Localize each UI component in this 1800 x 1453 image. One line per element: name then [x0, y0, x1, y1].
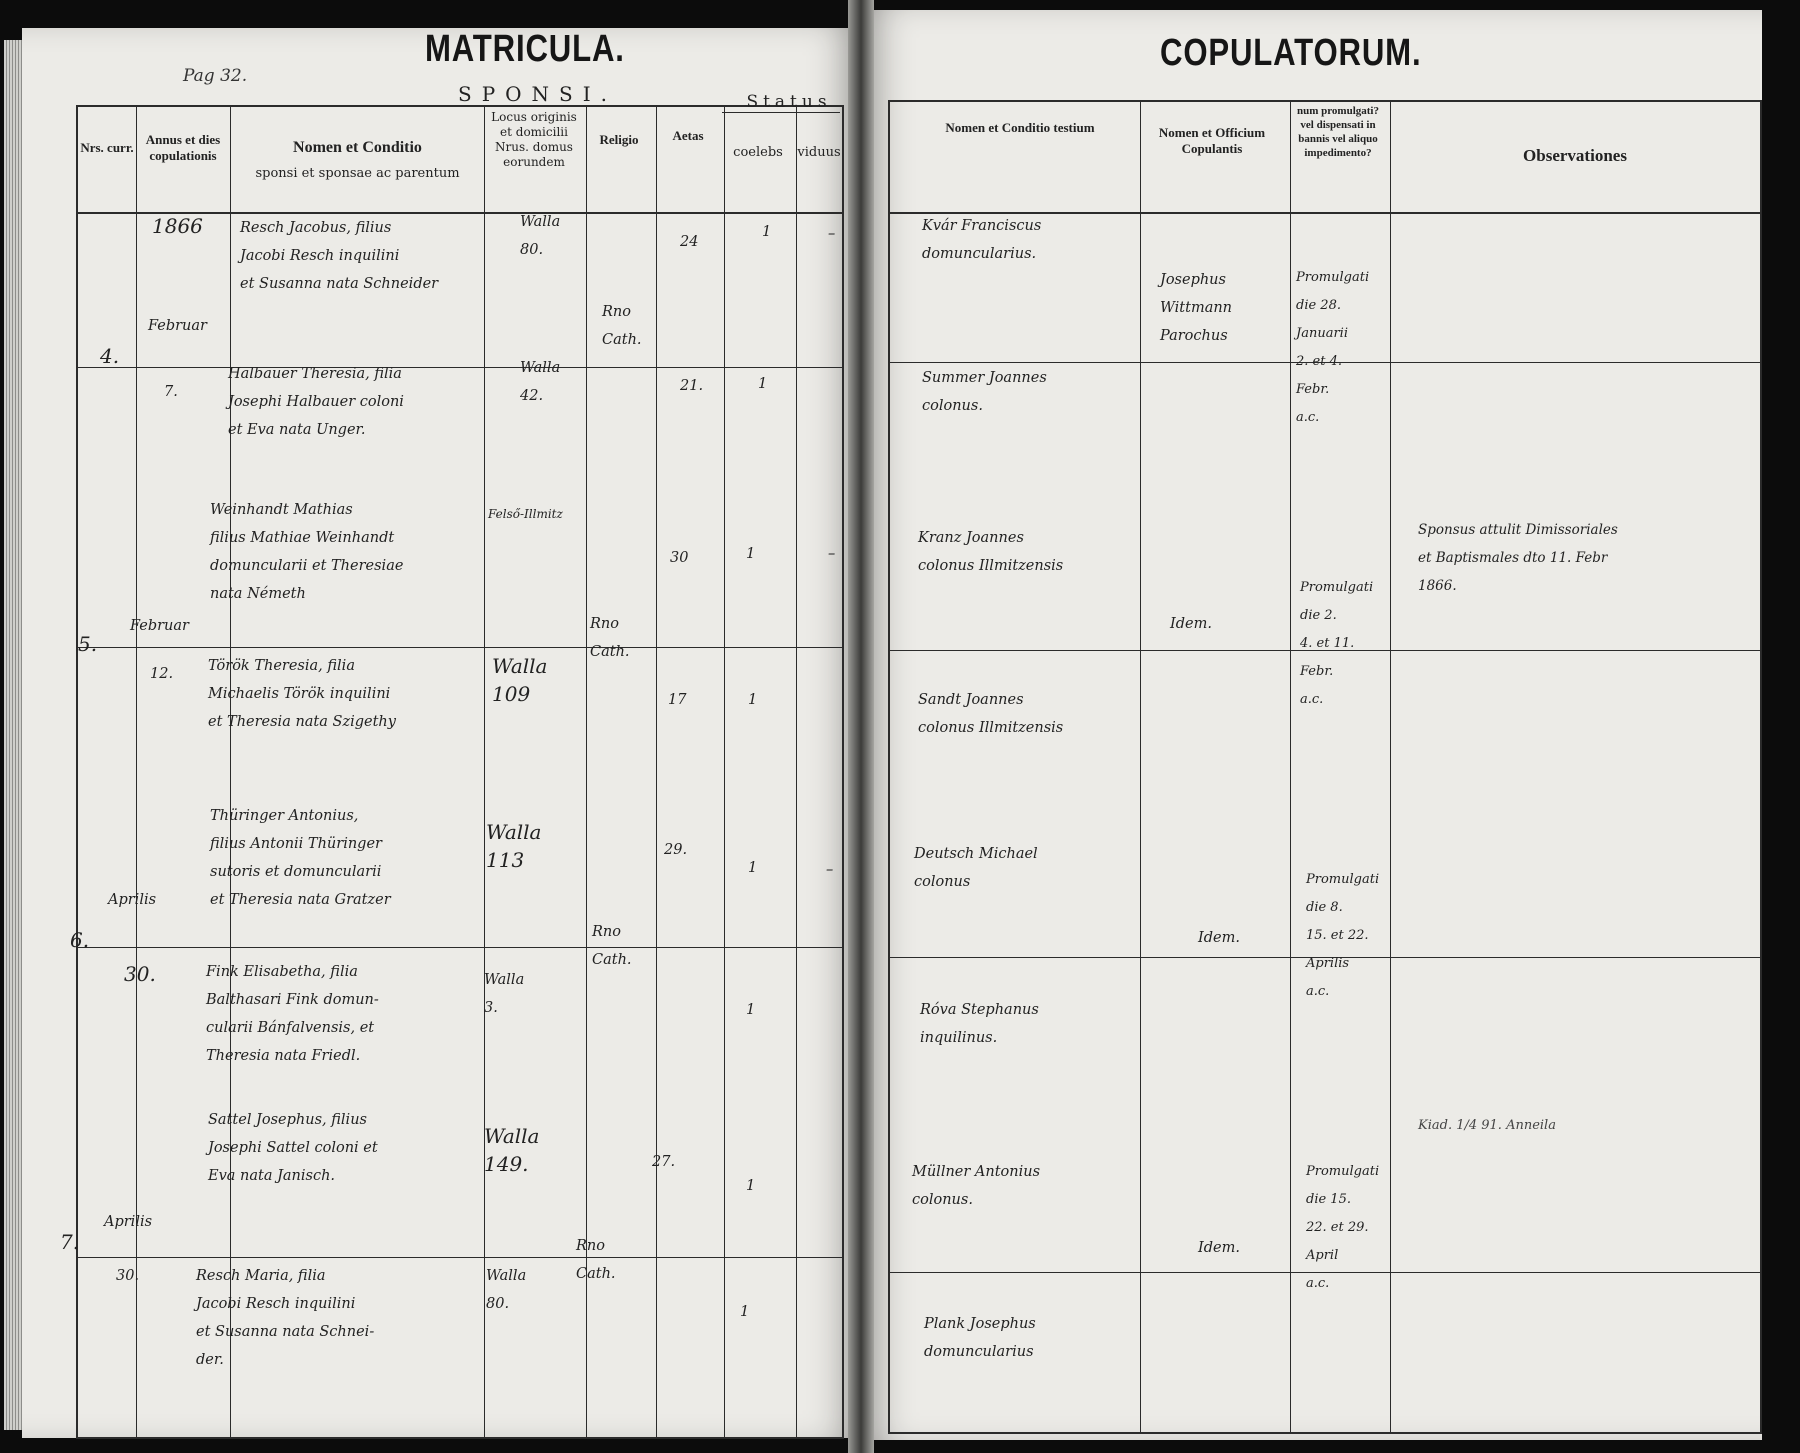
entry-6-groom-viduus: – — [826, 862, 834, 878]
entry-4-bride-coelebs: 1 — [758, 376, 768, 392]
entry-6-date-bottom: Aprilis — [108, 892, 157, 908]
entry-6-groom-age: 29. — [664, 842, 688, 858]
entry-4-bride-loc: Walla 42. — [520, 360, 561, 404]
entry-7-bride-date: 30. — [116, 1268, 140, 1284]
status-divider — [722, 112, 840, 113]
entry-4-religio: Rno Cath. — [602, 304, 642, 348]
entry-5-copulans: Idem. — [1170, 616, 1212, 632]
col-copulans: Nomen et Officium Copulantis — [1158, 125, 1266, 156]
col-viduus: viduus — [797, 145, 841, 160]
entry-5-groom: Weinhandt Mathias filius Mathiae Weinhandt domuncularii et Theresiae nata Németh — [210, 502, 404, 602]
entry-5-observatio: Sponsus attulit Dimissoriales et Baptismales dto 11. Febr 1866. — [1418, 522, 1618, 594]
entry-7-nr: 7. — [60, 1230, 80, 1254]
entry-6-promulgatio: Promulgati die 8. 15. et 22. Aprilis a.c. — [1306, 872, 1380, 999]
entry-6-bride-date: 30. — [124, 962, 156, 986]
entry-7-religio: Rno Cath. — [576, 1238, 616, 1282]
entry-4-witness-bride: Summer Joannes colonus. — [922, 370, 1047, 414]
entry-7-date-bottom: Aprilis — [104, 1214, 153, 1230]
entry-5-witness-groom: Kranz Joannes colonus Illmitzensis — [918, 530, 1064, 574]
entry-5-date-bottom: Februar — [130, 618, 189, 634]
col-observationes: Observationes — [1523, 146, 1627, 165]
entry-7-copulans: Idem. — [1198, 1240, 1240, 1256]
entry-7-groom: Sattel Josephus, filius Josephi Sattel coloni et Eva nata Janisch. — [208, 1112, 378, 1184]
entry-6-nr: 6. — [70, 928, 90, 952]
entry-4-date-bottom: Februar — [148, 318, 207, 334]
entry-4-bride: Halbauer Theresia, filia Josephi Halbauer coloni et Eva nata Unger. — [228, 366, 404, 438]
title-right: COPULATORUM. — [1160, 32, 1422, 74]
entry-7-bride-coelebs: 1 — [740, 1304, 750, 1320]
entry-5-bride-loc: Walla 109 — [492, 654, 548, 706]
entry-5-promulgatio: Promulgati die 2. 4. et 11. Febr. a.c. — [1300, 580, 1374, 707]
entry-4-promulgatio: Promulgati die 28. Januarii 2. et 4. Febr. a.c. — [1296, 270, 1370, 425]
entry-5-groom-loc: Felső-Illmitz — [488, 507, 563, 521]
entry-4-groom: Resch Jacobus, filius Jacobi Resch inquilini et Susanna nata Schneider — [240, 220, 439, 292]
entry-4-bride-age: 21. — [680, 378, 704, 394]
col-nrs: Nrs. curr. — [80, 140, 134, 155]
entry-5-groom-coelebs: 1 — [746, 546, 756, 562]
entry-4-nr: 4. — [100, 344, 120, 368]
left-table — [76, 105, 844, 1439]
entry-6-copulans: Idem. — [1198, 930, 1240, 946]
entry-6-bride-coelebs: 1 — [746, 1002, 756, 1018]
entry-4-witness-groom: Kvár Franciscus domuncularius. — [922, 218, 1042, 262]
entry-7-observatio: Kiad. 1/4 91. Anneila — [1418, 1118, 1556, 1133]
sponsi-label: SPONSI. — [458, 82, 618, 106]
entry-5-groom-age: 30 — [670, 550, 689, 566]
entry-7-groom-loc: Walla 149. — [484, 1124, 540, 1176]
entry-6-religio: Rno Cath. — [592, 924, 632, 968]
entry-5-bride-coelebs: 1 — [748, 692, 758, 708]
entry-5-bride: Török Theresia, filia Michaelis Török inquilini et Theresia nata Szigethy — [208, 658, 396, 730]
entry-4-groom-viduus: – — [828, 226, 836, 242]
entry-4-groom-loc: Walla 80. — [520, 214, 561, 258]
entry-5-nr: 5. — [78, 632, 98, 656]
entry-4-bride-date: 7. — [164, 384, 178, 400]
title-left: MATRICULA. — [425, 28, 625, 70]
entry-6-groom-coelebs: 1 — [748, 860, 758, 876]
page-note: Pag 32. — [183, 66, 248, 86]
entry-4-copulans: Josephus Wittmann Parochus — [1160, 272, 1233, 344]
entry-4-groom-coelebs: 1 — [762, 224, 772, 240]
entry-4-groom-age: 24 — [680, 234, 699, 250]
col-coelebs: coelebs — [733, 145, 783, 160]
entry-7-bride-loc: Walla 80. — [486, 1268, 527, 1312]
book-spine — [848, 0, 874, 1453]
entry-6-witness-bride: Róva Stephanus inquilinus. — [920, 1002, 1039, 1046]
status-label: Status — [746, 92, 832, 112]
entry-7-groom-age: 27. — [652, 1154, 676, 1170]
col-aetas: Aetas — [672, 128, 704, 143]
col-annus: Annus et dies copulationis — [145, 132, 221, 163]
entry-7-groom-coelebs: 1 — [746, 1178, 756, 1194]
entry-7-promulgatio: Promulgati die 15. 22. et 29. April a.c. — [1306, 1164, 1380, 1291]
entry-7-witness-groom: Müllner Antonius colonus. — [912, 1164, 1041, 1208]
col-nomen: Nomen et Conditio — [293, 139, 422, 156]
entry-7-witness-bride: Plank Josephus domuncularius — [924, 1316, 1036, 1360]
entry-5-groom-viduus: – — [828, 546, 836, 562]
entry-6-groom-loc: Walla 113 — [486, 820, 542, 872]
entry-4-date-top: 1866 — [152, 214, 203, 238]
entry-6-bride: Fink Elisabetha, filia Balthasari Fink domun- cularii Bánfalvensis, et Theresia nata Friedl. — [206, 964, 379, 1064]
entry-7-bride: Resch Maria, filia Jacobi Resch inquilini et Susanna nata Schnei- der. — [196, 1268, 375, 1368]
col-religio: Religio — [599, 132, 639, 147]
entry-6-bride-loc: Walla 3. — [484, 972, 525, 1016]
col-nomen-sub: sponsi et sponsae ac parentum — [255, 166, 460, 181]
entry-5-religio: Rno Cath. — [590, 616, 630, 660]
entry-5-bride-date: 12. — [150, 666, 174, 682]
col-promulgatio: num promulgati? vel dispensati in bannis vel aliquo impedimento? — [1296, 105, 1379, 159]
entry-6-witness-groom: Deutsch Michael colonus — [914, 846, 1038, 890]
col-testes: Nomen et Conditio testium — [945, 120, 1095, 135]
col-locus: Locus originis et domicilii Nrus. domus eorundem — [491, 110, 577, 169]
entry-5-bride-age: 17 — [668, 692, 687, 708]
entry-6-groom: Thüringer Antonius, filius Antonii Thüringer sutoris et domuncularii et Theresia nata Gratzer — [210, 808, 391, 908]
entry-5-witness-bride: Sandt Joannes colonus Illmitzensis — [918, 692, 1064, 736]
